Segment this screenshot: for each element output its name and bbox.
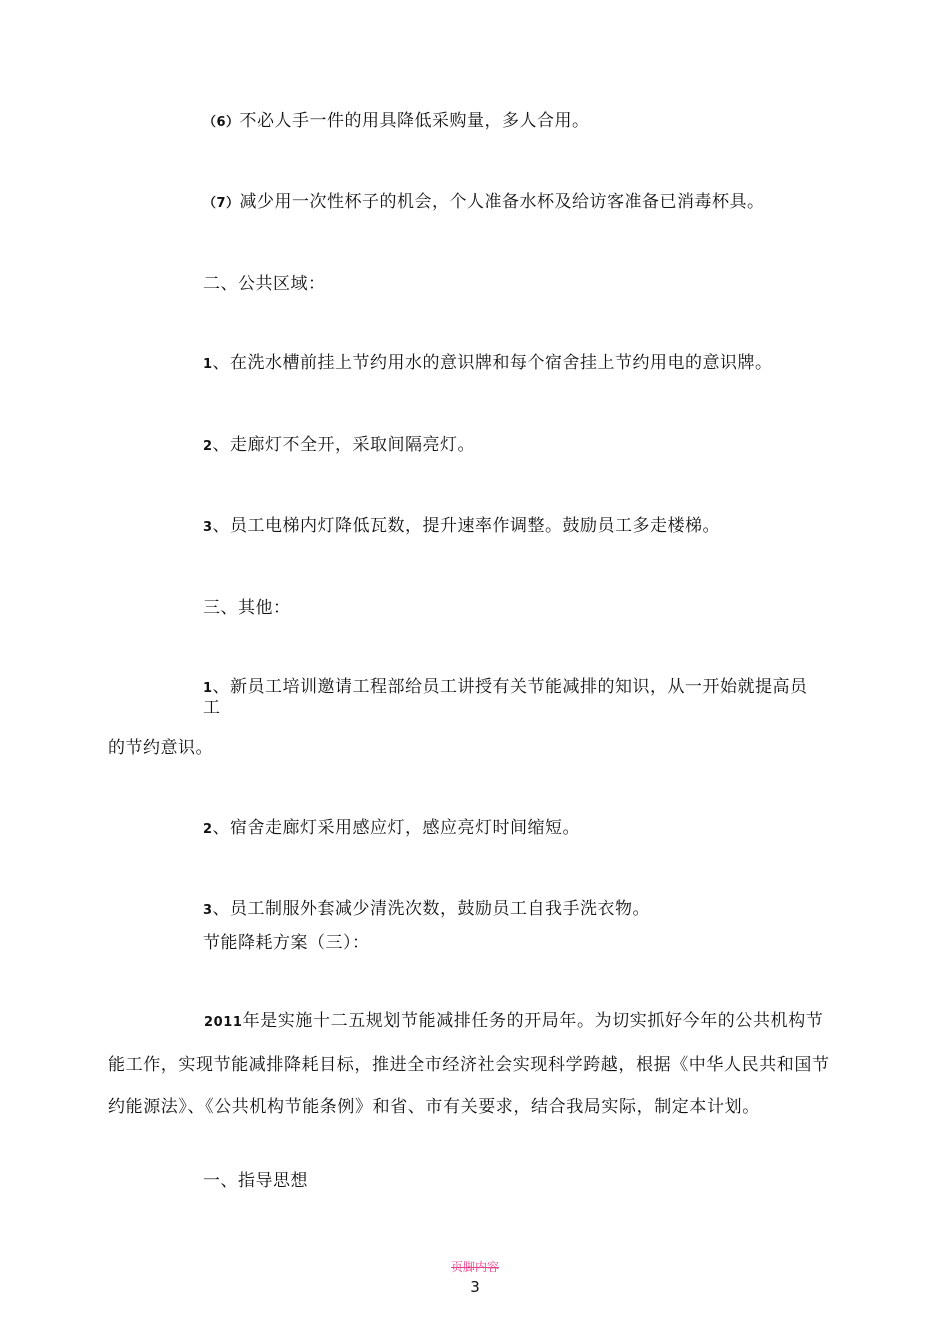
public-item-1-number: 1 xyxy=(203,357,213,372)
other-item-1-text: 、新员工培训邀请工程部给员工讲授有关节能减排的知识，从一开始就提高员 xyxy=(212,677,808,697)
plan-3-title: 节能降耗方案（三）： xyxy=(203,933,370,953)
other-item-1-line-3: 的节约意识。 xyxy=(108,738,213,758)
section-heading-other: 三、其他： xyxy=(203,598,291,618)
other-item-3-text: 、员工制服外套减少清洗次数，鼓励员工自我手洗衣物。 xyxy=(212,899,651,919)
intro-year: 2011 xyxy=(204,1015,243,1030)
other-item-1-number: 1 xyxy=(203,681,213,696)
other-item-3 xyxy=(203,898,650,922)
section-heading-public-area: 二、公共区域： xyxy=(203,274,326,294)
other-item-2-text: 、宿舍走廊灯采用感应灯，感应亮灯时间缩短。 xyxy=(212,818,581,838)
item-7-text: 减少用一次性杯子的机会，个人准备水杯及给访客准备已消毒杯具。 xyxy=(239,192,765,212)
public-item-2-text: 、走廊灯不全开，采取间隔亮灯。 xyxy=(212,435,476,455)
intro-text: 年是实施十二五规划节能减排任务的开局年。为切实抓好今年的公共机构节能工作，实现节能减排降耗目标，推进全市经济社会实现科学跨越，根据《中华人民共和国节约能源法》、《公共机构节能条例》和省、市有关要求，结合我局实际，制定本计划。 xyxy=(108,1011,830,1117)
page-number: 3 xyxy=(470,1278,480,1296)
public-item-3 xyxy=(203,515,720,539)
item-7 xyxy=(203,191,765,215)
public-item-3-number: 3 xyxy=(203,520,213,535)
other-item-1-line-1 xyxy=(203,676,808,700)
public-item-1 xyxy=(203,352,773,376)
section-heading-guiding-thought: 一、指导思想 xyxy=(203,1171,308,1191)
public-item-2 xyxy=(203,434,475,458)
public-item-1-text: 、在洗水槽前挂上节约用水的意识牌和每个宿舍挂上节约用电的意识牌。 xyxy=(212,353,773,373)
plan-3-intro-paragraph xyxy=(108,1000,836,1128)
item-7-number: （7） xyxy=(203,196,240,211)
item-6-text: 不必人手一件的用具降低采购量，多人合用。 xyxy=(239,111,590,131)
other-item-2-number: 2 xyxy=(203,822,213,837)
public-item-3-text: 、员工电梯内灯降低瓦数，提升速率作调整。鼓励员工多走楼梯。 xyxy=(212,516,721,536)
public-item-2-number: 2 xyxy=(203,439,213,454)
other-item-2 xyxy=(203,817,580,841)
other-item-3-number: 3 xyxy=(203,903,213,918)
footer-label: 页脚内容 xyxy=(450,1260,499,1274)
item-6 xyxy=(203,110,590,134)
other-item-1-line-2: 工 xyxy=(203,698,221,718)
item-6-number: （6） xyxy=(203,115,240,130)
